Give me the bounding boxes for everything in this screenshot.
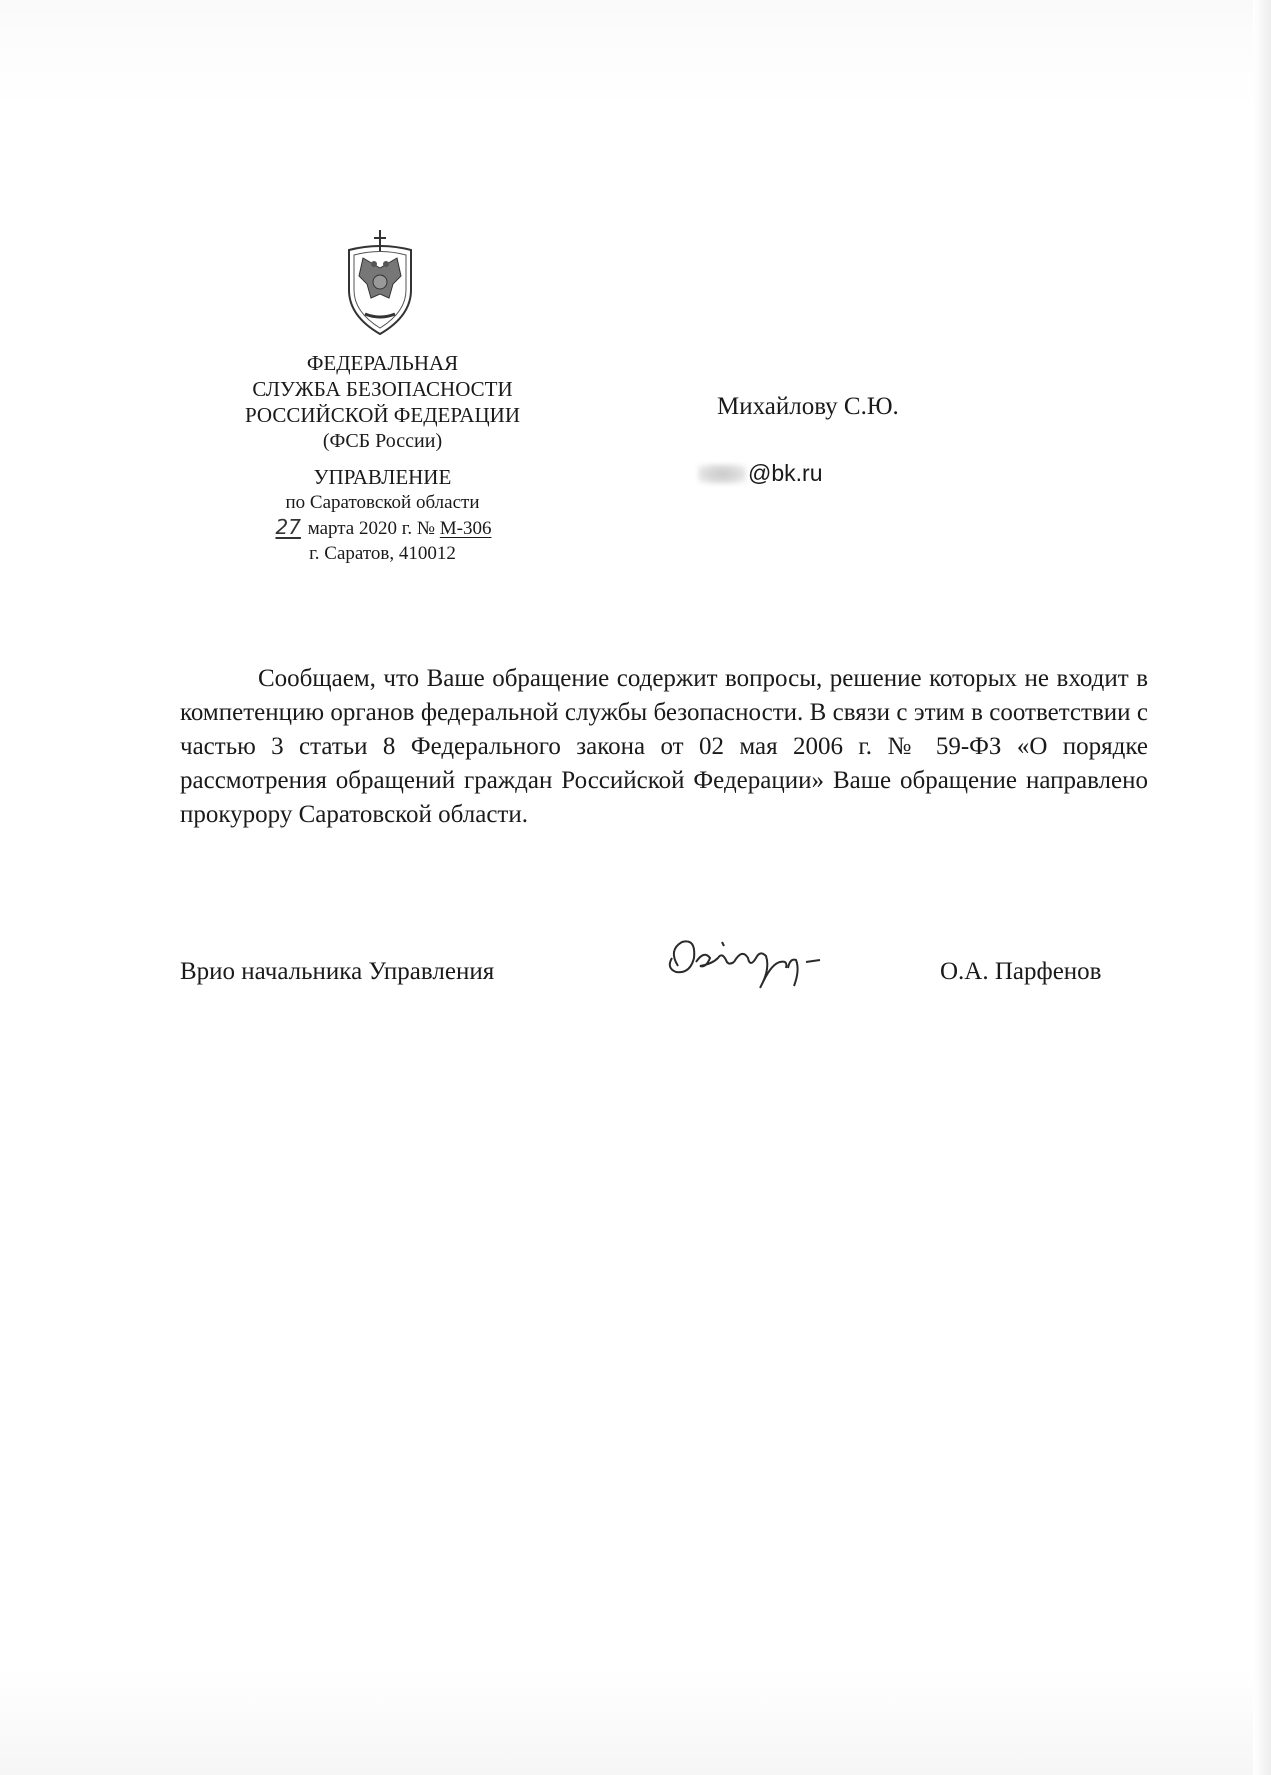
agency-short-name: (ФСБ России) [322,430,443,452]
sender-block [205,350,560,566]
redacted-email-user [698,464,746,484]
department-title: УПРАВЛЕНИЕ [313,465,452,489]
scan-edge [1253,0,1271,1775]
date-day: 27 [275,515,301,539]
agency-line-3: РОССИЙСКОЙ ФЕДЕРАЦИИ [245,403,520,427]
agency-line-2: СЛУЖБА БЕЗОПАСНОСТИ [252,377,513,401]
sender-city: г. Саратов, 410012 [309,543,456,564]
signatory-name: О.А. Парфенов [940,958,1102,985]
document-number: М-306 [439,518,492,539]
signatory-title: Врио начальника Управления [180,958,495,985]
recipient-name: Михайлову С.Ю. [717,393,899,420]
recipient-email [698,459,822,487]
department-region: по Саратовской области [285,492,480,513]
fsb-emblem-icon [341,228,419,338]
reference-line [205,515,560,541]
date-rest: марта 2020 г. № [307,518,436,539]
letter-body [180,662,1148,832]
body-paragraph: Сообщаем, что Ваше обращение содержит вопросы, решение которых не входит в компетенцию органов федеральной службы безопасности. В связи с этим в соответствии с частью 3 статьи 8 Федерального закона от 02 мая 2006 г. № 59-ФЗ «О порядке рассмотрения обращений граждан Российской Федерации» Ваше обращение направлено прокурору Саратовской области. [180,665,1148,828]
agency-line-1: ФЕДЕРАЛЬНАЯ [306,351,459,375]
handwritten-signature [660,928,860,998]
email-domain: @bk.ru [748,460,823,486]
